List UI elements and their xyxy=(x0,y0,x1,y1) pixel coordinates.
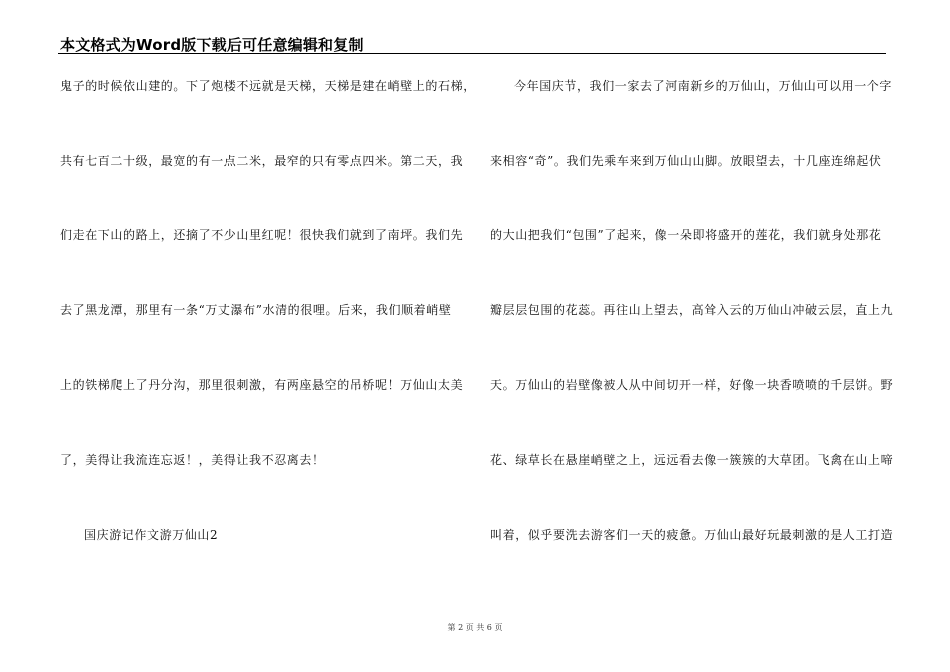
paragraph-line: 共有七百二十级，最宽的有一点二米，最窄的只有零点四米。第二天，我 xyxy=(60,154,464,168)
paragraph-line: 来相容“奇”。我们先乘车来到万仙山山脚。放眼望去，十几座连绵起伏 xyxy=(490,154,882,168)
paragraph-line: 鬼子的时候依山建的。下了炮楼不远就是天梯，天梯是建在峭壁上的石梯， xyxy=(60,79,476,93)
paragraph-line: 叫着，似乎要洗去游客们一天的疲惫。万仙山最好玩最刺激的是人工打造 xyxy=(490,528,894,542)
paragraph-line: 了，美得让我流连忘返！，美得让我不忍离去！ xyxy=(60,453,325,467)
paragraph-line: 的大山把我们“包围”了起来，像一朵即将盛开的莲花，我们就身处那花 xyxy=(490,228,882,242)
document-header-title: 本文格式为Word版下载后可任意编辑和复制 xyxy=(60,36,364,54)
paragraph-line: 上的铁梯爬上了丹分沟，那里很刺激，有两座悬空的吊桥呢！万仙山太美 xyxy=(60,378,464,392)
paragraph-line: 们走在下山的路上，还摘了不少山里红呢！很快我们就到了南坪。我们先 xyxy=(60,228,464,242)
paragraph-line: 今年国庆节，我们一家去了河南新乡的万仙山，万仙山可以用一个字 xyxy=(514,79,893,93)
section-heading: 国庆游记作文游万仙山2 xyxy=(84,528,219,542)
paragraph-line: 瓣层层包围的花蕊。再往山上望去，高耸入云的万仙山冲破云层，直上九 xyxy=(490,303,894,317)
paragraph-line: 天。万仙山的岩壁像被人从中间切开一样，好像一块香喷喷的千层饼。野 xyxy=(490,378,894,392)
header-divider xyxy=(58,53,886,54)
paragraph-line: 去了黑龙潭，那里有一条“万丈瀑布”水清的很哩。后来，我们顺着峭壁 xyxy=(60,303,452,317)
paragraph-line: 花、绿草长在悬崖峭壁之上，远远看去像一簇簇的大草团。飞禽在山上啼 xyxy=(490,453,894,467)
page-number: 第 2 页 共 6 页 xyxy=(447,623,503,632)
